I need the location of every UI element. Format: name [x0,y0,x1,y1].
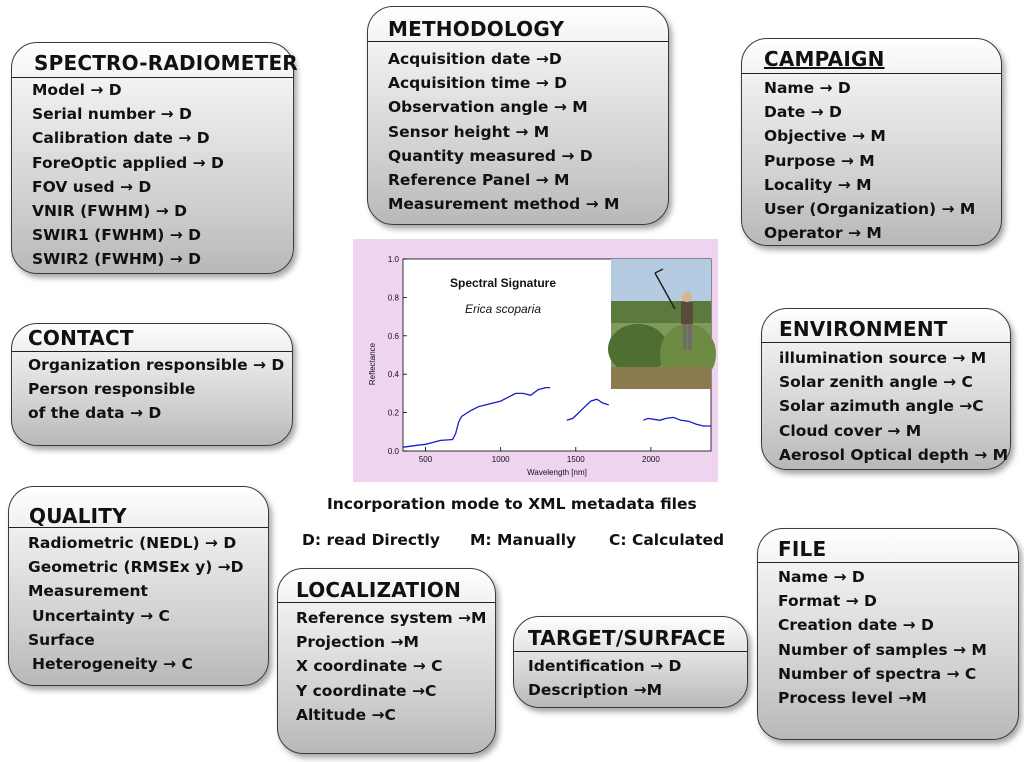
methodology-rule [368,41,668,42]
list-item: of the data → D [28,404,162,423]
list-item: Number of spectra → C [778,664,977,683]
y-tick-label: 1.0 [387,255,399,264]
quality-title: QUALITY [29,504,127,528]
spectro-radiometer-title: SPECTRO-RADIOMETER [34,51,298,75]
campaign-title: CAMPAIGN [764,47,885,71]
list-item: Format → D [778,592,877,611]
list-item: Number of samples → M [778,640,987,659]
x-tick-label: 500 [418,455,433,464]
x-axis-label: Wavelength [nm] [527,468,587,477]
contact-title: CONTACT [28,326,134,350]
list-item: Date → D [764,103,842,122]
contact-rule [12,351,292,352]
list-item: User (Organization) → M [764,200,976,219]
list-item: Reference Panel → M [388,171,570,190]
list-item: SWIR2 (FWHM) → D [32,250,202,269]
target-surface-title: TARGET/SURFACE [528,626,727,650]
list-item: Projection →M [296,633,419,652]
campaign-list [764,76,975,245]
quality-rule [9,527,268,528]
contact-list [28,353,284,426]
quality-box [8,486,269,686]
list-item: X coordinate → C [296,657,443,676]
list-item: Altitude →C [296,705,396,724]
legend-directly: D: read Directly [302,531,440,549]
list-item: Solar azimuth angle →C [779,397,984,416]
incorporation-caption: Incorporation mode to XML metadata files [327,495,697,513]
list-item: FOV used → D [32,177,152,196]
localization-list [296,606,486,727]
y-tick-label: 0.8 [387,293,399,303]
field-photo [608,259,716,389]
quality-list [28,531,244,676]
legend-calculated: C: Calculated [609,531,725,549]
list-item: ForeOptic applied → D [32,153,224,172]
list-item: Sensor height → M [388,122,550,141]
list-item: SWIR1 (FWHM) → D [32,226,202,245]
x-tick-label: 2000 [642,455,660,464]
list-item: Radiometric (NEDL) → D [28,534,237,552]
list-item: Acquisition date →D [388,50,562,68]
file-rule [758,562,1018,563]
contact-box [11,323,293,446]
list-item: Model → D [32,81,122,99]
localization-rule [278,602,495,603]
list-item: Geometric (RMSEx y) →D [28,558,244,577]
file-box [757,528,1019,740]
environment-rule [762,342,1010,343]
list-item: Organization responsible → D [28,356,285,374]
target-surface-box [513,616,748,708]
environment-box [761,308,1011,470]
list-item: Purpose → M [764,151,875,170]
list-item: Aerosol Optical depth → M [779,445,1009,464]
file-title: FILE [778,537,827,561]
list-item: Identification → D [528,657,682,675]
target-surface-rule [514,651,747,652]
spectral-signature-panel [353,239,718,482]
list-item: Name → D [764,79,851,97]
x-tick-label: 1000 [491,455,510,464]
list-item: Y coordinate →C [296,681,437,700]
list-item: Person responsible [28,380,196,399]
list-item: Solar zenith angle → C [779,373,973,392]
methodology-list [388,47,619,216]
list-item: Name → D [778,568,865,586]
y-tick-label: 0.2 [387,408,399,418]
list-item: Cloud cover → M [779,421,922,440]
list-item: Surface [28,630,95,649]
legend-manually: M: Manually [470,531,577,549]
target-surface-list [528,654,681,702]
list-item: Quantity measured → D [388,146,593,165]
list-item: Objective → M [764,127,886,146]
methodology-box [367,6,669,225]
list-item: Creation date → D [778,616,934,635]
y-axis-label: Reflectance [368,342,377,386]
chart-subtitle: Erica scoparia [464,302,542,316]
methodology-title: METHODOLOGY [388,17,565,41]
spectro-radiometer-list [32,78,224,272]
list-item: Locality → M [764,175,872,194]
list-item: Calibration date → D [32,129,210,148]
list-item: Heterogeneity → C [32,655,193,674]
localization-title: LOCALIZATION [296,578,462,602]
file-list [778,565,987,710]
list-item: Observation angle → M [388,98,588,117]
list-item: illumination source → M [779,349,987,367]
y-tick-label: 0.6 [387,331,399,341]
environment-list [779,346,1008,467]
localization-box [277,568,496,754]
list-item: Measurement method → M [388,195,620,214]
y-tick-label: 0.4 [387,370,399,380]
spectral-signature-chart [353,239,718,482]
list-item: Uncertainty → C [32,606,170,625]
chart-title: Spectral Signature [449,276,557,290]
list-item: VNIR (FWHM) → D [32,202,187,221]
list-item: Reference system →M [296,609,487,627]
y-tick-label: 0.0 [387,447,399,456]
x-tick-label: 1500 [566,455,585,464]
list-item: Process level →M [778,689,927,708]
campaign-rule [742,73,1001,74]
environment-title: ENVIRONMENT [779,317,948,341]
list-item: Acquisition time → D [388,74,567,93]
list-item: Measurement [28,582,148,601]
list-item: Operator → M [764,224,882,243]
list-item: Serial number → D [32,105,192,124]
list-item: Description →M [528,681,663,700]
spectro-radiometer-box [11,42,298,274]
campaign-box [741,38,1002,246]
